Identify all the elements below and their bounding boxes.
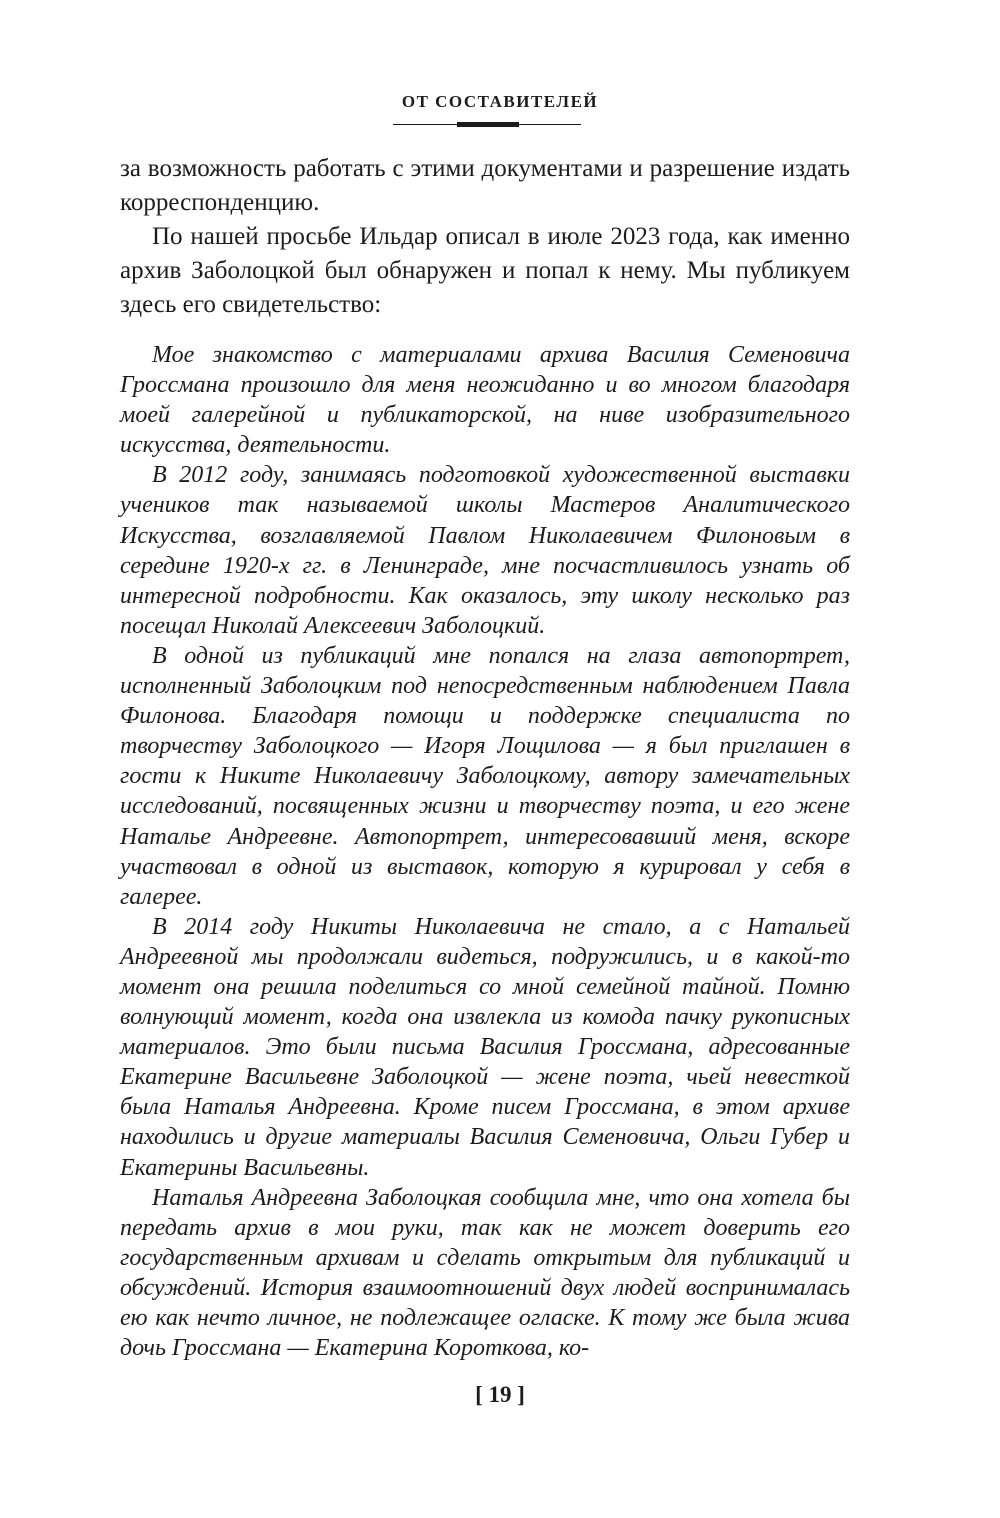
running-head-title: ОТ СОСТАВИТЕЛЕЙ (401, 92, 599, 111)
intro-text (120, 152, 850, 322)
testimony-paragraph-3: В одной из публикаций мне попался на глаза автопортрет, исполненный Заболоцким под непосредственным наблюдением Павла Филонова. Благодаря помощи и поддержке специалиста по творчеству Заболоцкого — Игоря Лощилова — я был приглашен в гости к Никите Николаевичу Заболоцкому, автору замечательных исследований, посвященных жизни и творчеству поэта, и его жене Наталье Андреевне. Автопортрет, интересовавший меня, вскоре участвовал в одной из выставок, которую я курировал у себя в галерее. (120, 642, 850, 910)
testimony-paragraph-1: Мое знакомство с материалами архива Василия Семеновича Гроссмана произошло для меня неожиданно и во многом благодаря моей галерейной и публикаторской, на ниве изобразительного искусства, деятельности. (120, 342, 850, 459)
testimony-paragraph-4: В 2014 году Никиты Николаевича не стало, а с Натальей Андреевной мы продолжали видеться, подружились, и в какой-то момент она решила поделиться со мной семейной тайной. Помню волнующий момент, когда она извлекла из комода пачку рукописных материалов. Это были письма Василия Гроссмана, адресованные Екатерине Васильевне Заболоцкой — жене поэта, чьей невесткой была Наталья Андреевна. Кроме писем Гроссмана, в этом архиве находились и другие материалы Василия Семеновича, Ольги Губер и Екатерины Васильевны. (120, 913, 850, 1181)
intro-paragraph: По нашей просьбе Ильдар описал в июле 2023 года, как именно архив Заболоцкой был обнаружен и попал к нему. Мы публикуем здесь его свидетельство: (120, 223, 850, 318)
intro-continuation: за возможность работать с этими документами и разрешение издать корреспонденцию. (120, 155, 850, 216)
page-number: [ 19 ] (475, 1382, 525, 1407)
testimony-paragraph-2: В 2012 году, занимаясь подготовкой художественной выставки учеников так называемой школы Мастеров Аналитического Искусства, возглавляемой Павлом Николаевичем Филоновым в середине 1920-х гг. в Ленинграде, мне посчастливилось узнать об интересной подробности. Как оказалось, эту школу несколько раз посещал Николай Алексеевич Заболоцкий. (120, 462, 850, 639)
testimony-paragraph-5: Наталья Андреевна Заболоцкая сообщила мне, что она хотела бы передать архив в мои руки, так как не может доверить его государственным архивам и сделать открытым для публикаций и обсуждений. История взаимоотношений двух людей воспринималась ею как нечто личное, не подлежащее огласке. К тому же была жива дочь Гроссмана — Екатерина Короткова, ко- (120, 1184, 850, 1362)
testimony-text (120, 340, 850, 1363)
header-rule-accent (457, 122, 519, 127)
